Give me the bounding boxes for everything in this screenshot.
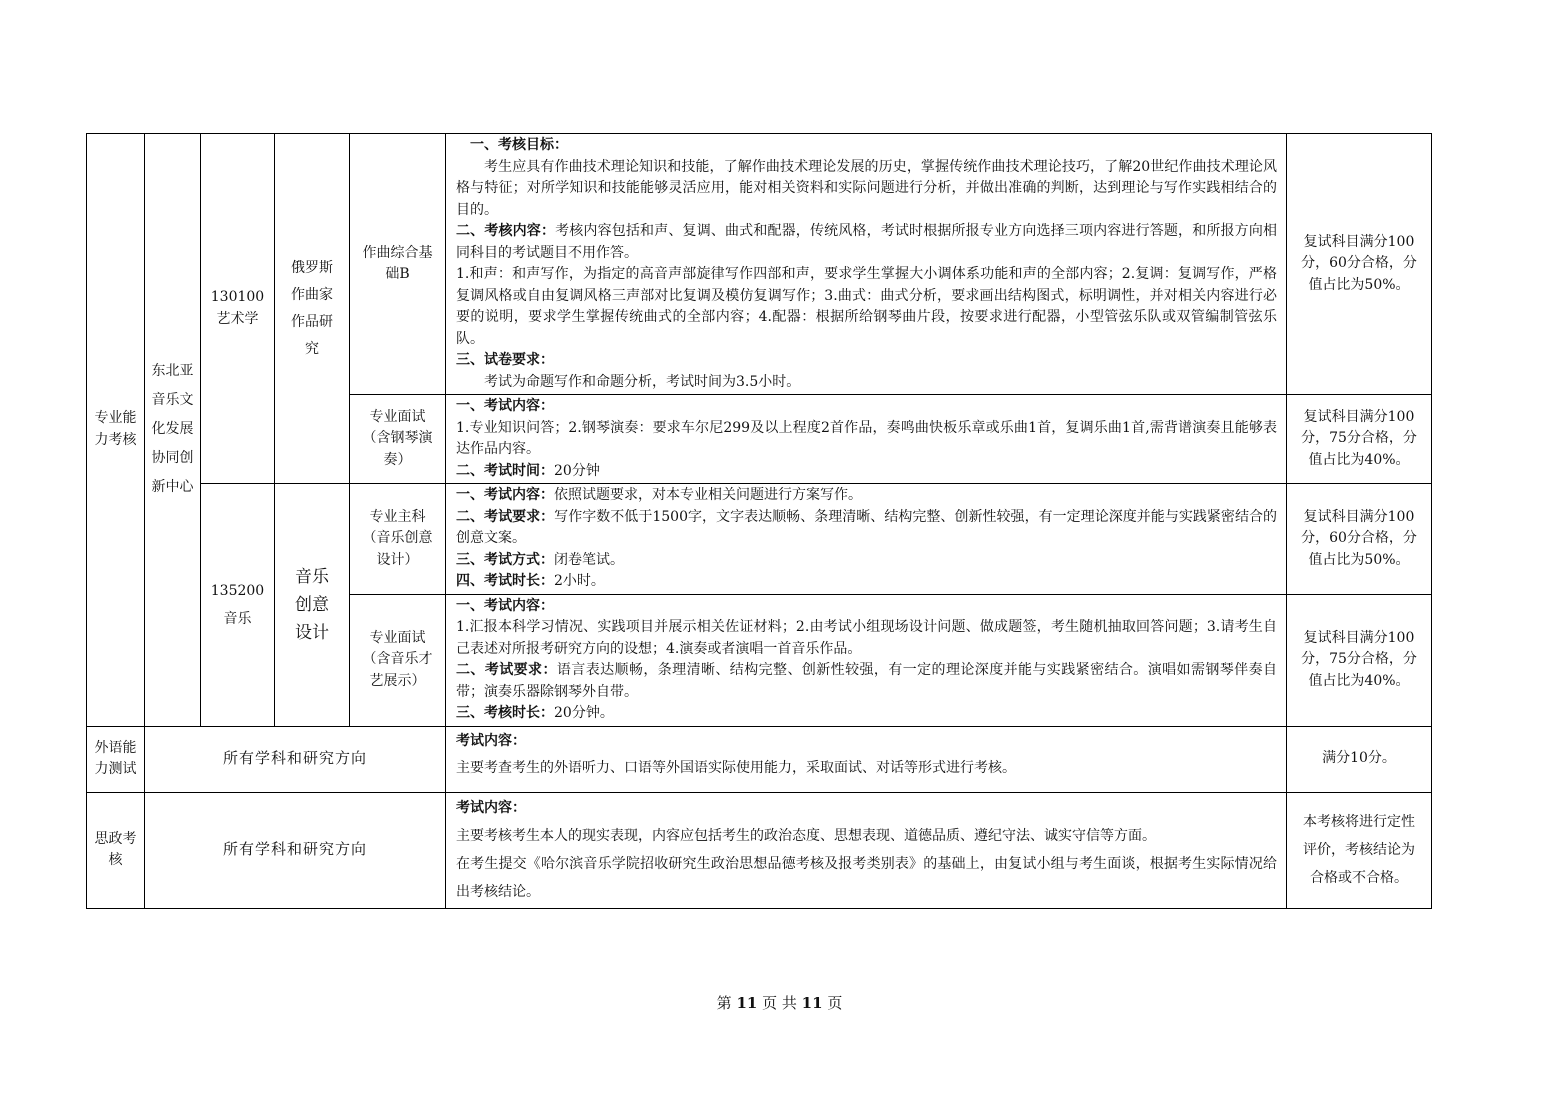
foreign-score-text: 满分10分。 [1322, 750, 1396, 767]
composition-text-1: 考生应具有作曲技术理论知识和技能，了解作曲技术理论发展的历史，掌握传统作曲技术理论技巧，了解20世纪作曲技术理论风格与特征；对所学知识和技能能够灵活应用，能对相关资料和实际问题进行分析，并做出准确的判断，达到理论与写作实践相结合的目的。 [456, 158, 1277, 218]
major2-code: 135200 [210, 582, 265, 599]
political-scope [145, 792, 446, 908]
composition-score-text: 复试科目满分100分，60分合格，分值占比为50%。 [1301, 233, 1417, 293]
subject-piano-content [446, 395, 1287, 484]
center-name-text: 东北亚音乐文化发展协同创新中心 [151, 363, 194, 496]
footer-pre: 第 [716, 994, 732, 1012]
political-score-text: 本考核将进行定性评价，考核结论为合格或不合格。 [1303, 814, 1415, 886]
major2-name: 音乐 [223, 610, 252, 627]
political-score [1287, 792, 1432, 908]
talent-heading-3: 三、考核时长： [456, 705, 554, 721]
footer-total-pages: 11 [801, 994, 823, 1012]
composition-text-2: 考核内容包括和声、复调、曲式和配器，传统风格，考试时根据所报专业方向选择三项内容进行答题，和所报方向相同科目的考试题目不用作答。 [456, 223, 1278, 261]
subject-talent-content [446, 594, 1287, 726]
composition-heading-1: 一、考核目标： [470, 137, 568, 153]
foreign-scope-text: 所有学科和研究方向 [222, 748, 367, 767]
foreign-content [446, 726, 1287, 792]
piano-heading-2: 二、考试时间： [456, 462, 554, 479]
design-text-3: 闭卷笔试。 [554, 551, 624, 568]
major1-name: 艺术学 [216, 310, 259, 327]
foreign-heading: 考试内容： [456, 732, 526, 749]
category-political-text: 思政考核 [94, 830, 137, 868]
row-foreign-language [87, 726, 1432, 792]
major1-code: 130100 [210, 289, 265, 305]
design-heading-2: 二、考试要求： [456, 508, 555, 525]
foreign-scope [145, 726, 446, 792]
subject-composition-content [446, 134, 1287, 395]
talent-heading-1: 一、考试内容： [456, 597, 554, 614]
talent-heading-2: 二、考试要求： [456, 662, 557, 678]
talent-text-2: 语言表达顺畅，条理清晰、结构完整、创新性较强，有一定的理论深度并能与实践紧密结合。演唱如需钢琴伴奏自带；演奏乐器除钢琴外自带。 [456, 662, 1277, 700]
subject-composition-name-text: 作曲综合基础B [362, 244, 433, 282]
category-professional [87, 134, 145, 727]
major2-code-cell [201, 484, 275, 727]
design-heading-3: 三、考试方式： [456, 551, 554, 568]
design-text-4: 2小时。 [554, 573, 605, 589]
subject-piano-name-text: 专业面试（含钢琴演奏） [362, 408, 433, 468]
subject-design-name [350, 484, 446, 595]
center-name [145, 134, 201, 727]
piano-heading-1: 一、考试内容： [456, 398, 554, 414]
subject-talent-name [350, 594, 446, 726]
category-foreign [87, 726, 145, 792]
row-composition [87, 134, 1432, 395]
talent-text-3: 20分钟。 [554, 705, 614, 721]
composition-text-4: 考试为命题写作和命题分析，考试时间为3.5小时。 [484, 373, 801, 390]
subject-design-score [1287, 484, 1432, 595]
row-music-design-main [87, 484, 1432, 595]
category-foreign-text: 外语能力测试 [94, 739, 137, 777]
piano-text-2: 20分钟 [554, 462, 600, 479]
row-political [87, 792, 1432, 908]
major2-direction [275, 484, 350, 727]
subject-design-name-text: 专业主科（音乐创意设计） [362, 508, 433, 568]
major1-code-cell [201, 134, 275, 484]
piano-score-text: 复试科目满分100分，75分合格，分值占比为40%。 [1301, 408, 1417, 468]
piano-text-1: 1.专业知识问答；2.钢琴演奏：要求车尔尼299及以上程度2首作品，奏鸣曲快板乐章或乐曲1首，复调乐曲1首,需背谱演奏且能够表达作品内容。 [456, 419, 1277, 457]
subject-design-content [446, 484, 1287, 595]
talent-score-text: 复试科目满分100分，75分合格，分值占比为40%。 [1301, 629, 1417, 689]
composition-text-3: 1.和声：和声写作，为指定的高音声部旋律写作四部和声，要求学生掌握大小调体系功能和声的全部内容；2.复调：复调写作，严格复调风格或自由复调风格三声部对比复调及模仿复调写作；3.曲式：曲式分析，要求画出结构图式，标明调性，并对相关内容进行必要的说明，要求学生掌握传统曲式的全部内容；4.配器：根据所给钢琴曲片段，按要求进行配器，小型管弦乐队或双管编制管弦乐队。 [456, 266, 1277, 347]
design-heading-1: 一、考试内容： [456, 487, 554, 503]
political-text-2: 在考生提交《哈尔滨音乐学院招收研究生政治思想品德考核及报考类别表》的基础上，由复试小组与考生面谈，根据考生实际情况给出考核结论。 [456, 855, 1277, 900]
design-score-text: 复试科目满分100分，60分合格，分值占比为50%。 [1301, 508, 1417, 568]
political-heading: 考试内容： [456, 799, 526, 816]
subject-talent-name-text: 专业面试（含音乐才艺展示） [362, 629, 433, 689]
political-scope-text: 所有学科和研究方向 [222, 839, 367, 858]
category-professional-text: 专业能力考核 [94, 410, 137, 448]
footer-current-page: 11 [736, 994, 758, 1012]
footer-mid: 页 共 [762, 994, 797, 1012]
talent-text-1: 1.汇报本科学习情况、实践项目并展示相关佐证材料；2.由考试小组现场设计问题、做成题签，考生随机抽取回答问题；3.请考生自己表述对所报考研究方向的设想；4.演奏或者演唱一首音乐作品。 [456, 619, 1277, 657]
footer-post: 页 [827, 994, 843, 1012]
category-political [87, 792, 145, 908]
composition-heading-2: 二、考核内容： [456, 223, 556, 239]
foreign-score [1287, 726, 1432, 792]
subject-talent-score [1287, 594, 1432, 726]
design-heading-4: 四、考试时长： [456, 573, 554, 589]
composition-heading-3: 三、试卷要求： [456, 352, 554, 368]
major1-direction [275, 134, 350, 484]
assessment-table [86, 133, 1432, 909]
major2-direction-text: 音乐创意设计 [295, 566, 329, 643]
subject-composition-score [1287, 134, 1432, 395]
page-footer [0, 992, 1559, 1013]
design-text-2: 写作字数不低于1500字，文字表达顺畅、条理清晰、结构完整、创新性较强，有一定理论深度并能与实践紧密结合的创意文案。 [456, 508, 1277, 546]
subject-piano-score [1287, 395, 1432, 484]
political-text-1: 主要考核考生本人的现实表现，内容应包括考生的政治态度、思想表现、道德品质、遵纪守法、诚实守信等方面。 [456, 827, 1156, 844]
subject-piano-name [350, 395, 446, 484]
design-text-1: 依照试题要求，对本专业相关问题进行方案写作。 [554, 487, 862, 503]
major1-direction-text: 俄罗斯作曲家作品研究 [291, 259, 333, 357]
subject-composition-name [350, 134, 446, 395]
foreign-text: 主要考查考生的外语听力、口语等外国语实际使用能力，采取面试、对话等形式进行考核。 [456, 759, 1016, 776]
political-content [446, 792, 1287, 908]
